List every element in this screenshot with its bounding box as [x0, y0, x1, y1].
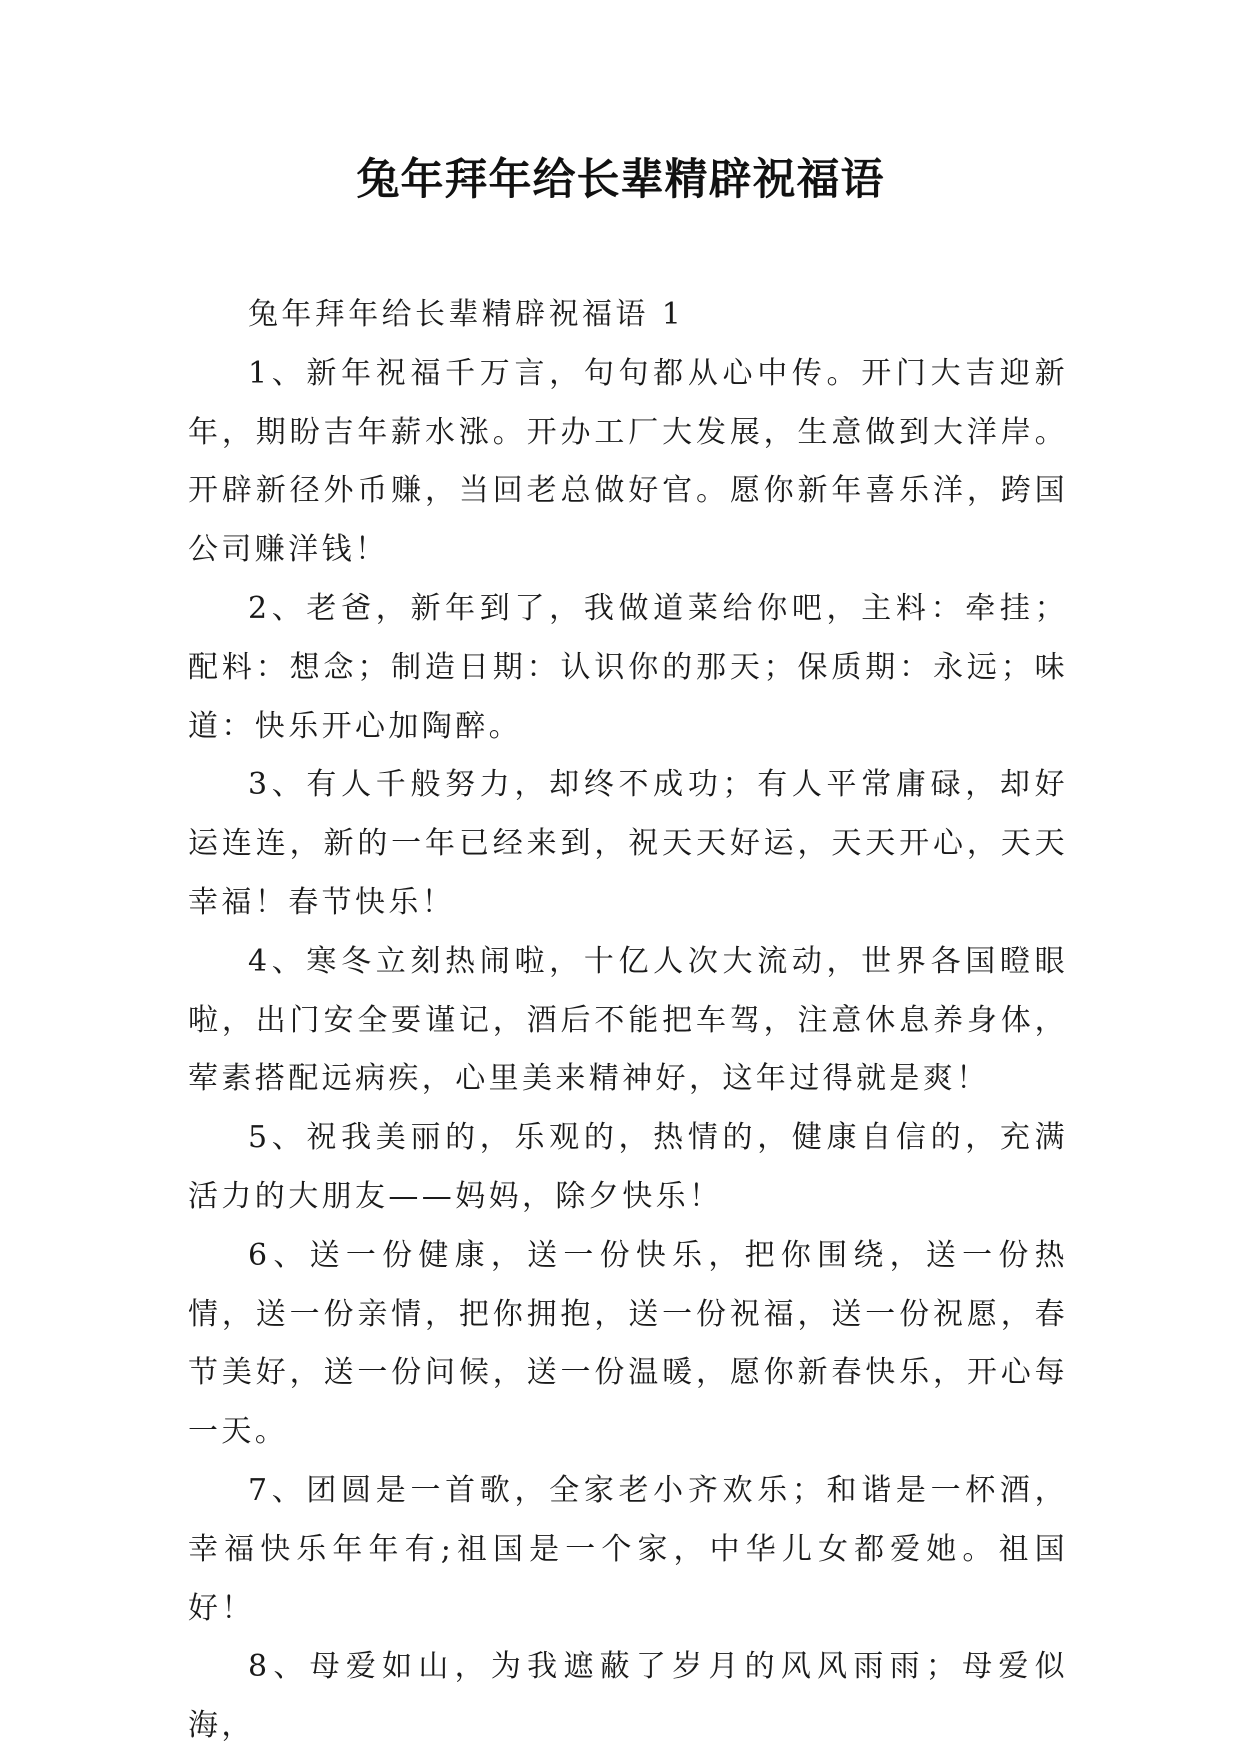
- paragraph: 3、有人千般努力，却终不成功；有人平常庸碌，却好运连连，新的一年已经来到，祝天天好运，天天开心，天天幸福！春节快乐！: [188, 767, 1068, 920]
- paragraph: 6、送一份健康，送一份快乐，把你围绕，送一份热情，送一份亲情，把你拥抱，送一份祝福，送一份祝愿，春节美好，送一份问候，送一份温暖，愿你新春快乐，开心每一天。: [188, 1237, 1068, 1450]
- paragraph: 1、新年祝福千万言，句句都从心中传。开门大吉迎新年，期盼吉年薪水涨。开办工厂大发展，生意做到大洋岸。开辟新径外币赚，当回老总做好官。愿你新年喜乐洋，跨国公司赚洋钱！: [188, 355, 1068, 568]
- document-body: [188, 286, 1068, 1756]
- paragraph: 8、母爱如山，为我遮蔽了岁月的风风雨雨；母爱似海，: [188, 1649, 1068, 1744]
- paragraph: 5、祝我美丽的，乐观的，热情的，健康自信的，充满活力的大朋友——妈妈，除夕快乐！: [188, 1120, 1068, 1214]
- paragraph: 2、老爸，新年到了，我做道菜给你吧，主料：牵挂；配料：想念；制造日期：认识你的那天；保质期：永远；味道：快乐开心加陶醉。: [188, 590, 1068, 744]
- paragraph: 7、团圆是一首歌，全家老小齐欢乐；和谐是一杯酒，幸福快乐年年有;祖国是一个家，中华儿女都爱她。祖国好！: [188, 1472, 1068, 1626]
- document-title: 兔年拜年给长辈精辟祝福语: [356, 155, 885, 205]
- section-heading: 兔年拜年给长辈精辟祝福语 1: [248, 297, 685, 332]
- paragraph: 4、寒冬立刻热闹啦，十亿人次大流动，世界各国瞪眼啦，出门安全要谨记，酒后不能把车驾，注意休息养身体，荤素搭配远病疾，心里美来精神好，这年过得就是爽！: [188, 943, 1068, 1097]
